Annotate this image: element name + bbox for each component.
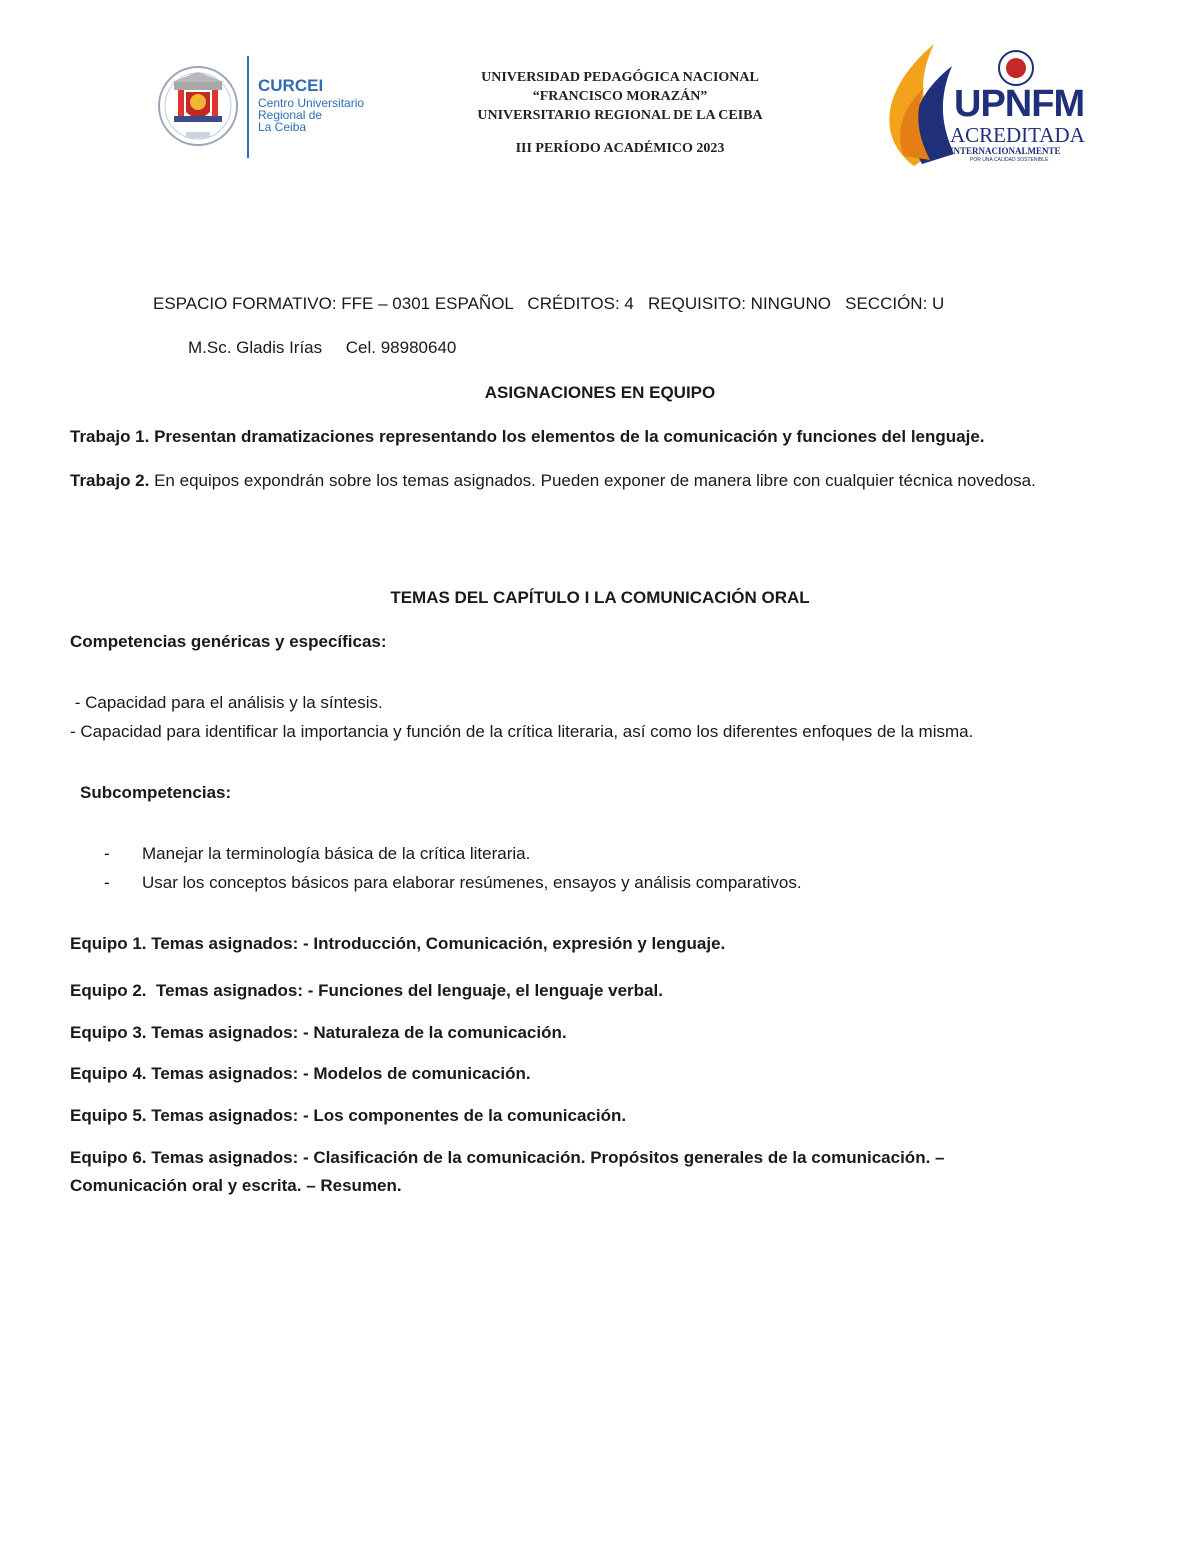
- upnfm-sub3: POR UNA CALIDAD SOSTENIBLE: [970, 157, 1049, 163]
- trabajo-2: [70, 467, 1130, 495]
- curcei-sub1: Centro Universitario: [258, 96, 365, 110]
- equipo-2: Equipo 2. Temas asignados: - Funciones del lenguaje, el lenguaje verbal.: [70, 981, 663, 1000]
- subcompetencia-item-2: Usar los conceptos básicos para elaborar resúmenes, ensayos y análisis comparativos.: [142, 873, 802, 892]
- institution-header: [400, 68, 840, 158]
- equipo-4: Equipo 4. Temas asignados: - Modelos de comunicación.: [70, 1064, 531, 1083]
- topics-title: TEMAS DEL CAPÍTULO I LA COMUNICACIÓN ORAL: [390, 588, 810, 607]
- equipo-1: Equipo 1. Temas asignados: - Introducción, Comunicación, expresión y lenguaje.: [70, 934, 726, 953]
- subcompetencia-item-1: Manejar la terminología básica de la crítica literaria.: [142, 844, 531, 863]
- curcei-name: CURCEI: [258, 76, 324, 95]
- curcei-logo: [156, 52, 386, 164]
- bullet-dash: -: [104, 873, 110, 892]
- course-info: ESPACIO FORMATIVO: FFE – 0301 ESPAÑOL CRÉDITOS: 4 REQUISITO: NINGUNO SECCIÓN: U: [153, 294, 945, 313]
- trabajo-1-text: Presentan dramatizaciones representando los elementos de la comunicación y funciones del lenguaje.: [149, 427, 985, 446]
- bullet-dash: -: [104, 844, 110, 863]
- subcompetencias-label: Subcompetencias:: [80, 783, 232, 802]
- upnfm-sub2: INTERNACIONALMENTE: [950, 146, 1061, 156]
- header-line-1: UNIVERSIDAD PEDAGÓGICA NACIONAL: [481, 70, 759, 85]
- equipo-5: Equipo 5. Temas asignados: - Los componentes de la comunicación.: [70, 1106, 627, 1125]
- header-line-4: III PERÍODO ACADÉMICO 2023: [515, 141, 725, 156]
- upnfm-name: UPNFM: [954, 83, 1085, 125]
- competencia-item-2: - Capacidad para identificar la importancia y función de la crítica literaria, así como los diferentes enfoques de la misma.: [70, 722, 974, 741]
- upnfm-logo: [874, 36, 1084, 170]
- curcei-sub2: Regional de: [258, 108, 323, 122]
- header-line-2: “FRANCISCO MORAZÁN”: [532, 89, 708, 104]
- trabajo-2-label: Trabajo 2.: [70, 471, 150, 490]
- equipo-6: Equipo 6. Temas asignados: - Clasificación de la comunicación. Propósitos generales de la comunicación. – Comunicación oral y escrita. – Resumen.: [70, 1148, 945, 1195]
- trabajo-1: [70, 423, 1130, 451]
- upnfm-sub1: ACREDITADA: [950, 123, 1085, 147]
- competencia-item-1: - Capacidad para el análisis y la síntesis.: [70, 693, 383, 712]
- teacher-info: M.Sc. Gladis Irías Cel. 98980640: [188, 338, 457, 357]
- trabajo-1-label: Trabajo 1.: [70, 427, 150, 446]
- competencias-label: Competencias genéricas y específicas:: [70, 632, 387, 651]
- trabajo-2-text: En equipos expondrán sobre los temas asignados. Pueden exponer de manera libre con cualquier técnica novedosa.: [149, 471, 1036, 490]
- header-line-3: UNIVERSITARIO REGIONAL DE LA CEIBA: [477, 108, 763, 123]
- assignments-title: ASIGNACIONES EN EQUIPO: [484, 383, 716, 402]
- equipo-3: Equipo 3. Temas asignados: - Naturaleza de la comunicación.: [70, 1023, 567, 1042]
- curcei-sub3: La Ceiba: [258, 120, 307, 134]
